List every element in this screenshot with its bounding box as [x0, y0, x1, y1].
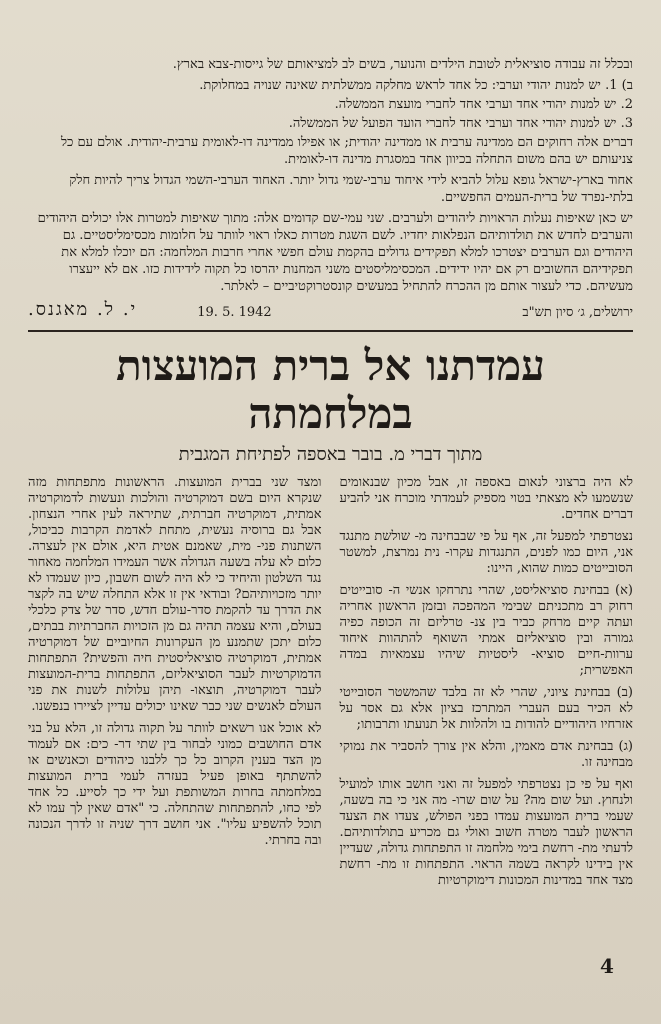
- right-paragraph: (א) בבחינת סוציאליסט, שהרי נתרחקו אנשי ה- סובייטים רחוק רב מתכניתם שבימי המהפכה ובזמן הראשון אחריה ועתה קיים מרחק כביר בין צנ- טרליזם זה הכופה כפיה גמורה ובין סוציאליזם אמתי השואף להתהוות איחוד ערוות-חיים סוציא- ליסטיות שיהיו עצמאיות במדה האפשרית;: [339, 583, 633, 678]
- left-column: [28, 475, 322, 895]
- subheadline: מתוך דברי מ. בובר באספה לפתיחת המגבית: [178, 444, 483, 465]
- magnes-letter: [28, 56, 633, 320]
- page-number: 4: [600, 954, 614, 978]
- intro-paragraph: ובכלל זה עבודה סוציאלית לטובת הילדים והנוער, בשים לב למציאותם של גייסות-צבא בארץ.: [172, 57, 633, 72]
- signature-name: י. ל. מאגנס.: [28, 299, 138, 320]
- paragraph-3: יש כאן שאיפות נעלות הראויות ליהודים ולערבים. שני עמי-שם קדומים אלה: מתוך שאיפות למטרות אלו יכולים היהודים והערבים לחדש את תולדותיהם הנפלאות יחדיו. לשם השגת מטרות כאלו ראוי לוותר על חלומות מכסימליסטיים. גם היהודים וגם הערבים יצטרכו למלא תפקידים גדולים בהקמת עולם חפשי אחרי חרבות המלחמה: הם יוכלו למלא את תפקידיהם החשובים רק אם יהיו ידידים. המכסימליסטים משני המחנות יהרסו כל תקוה לידידות כזו. אם לא ייעצרו מעשיהם. כדי לעצור אותם מן ההכרח להתחיל במעשים קונסטרוקטיביים – לאלתר.: [37, 211, 633, 294]
- page-title: עמדתנו אל ברית המועצות במלחמתה: [116, 341, 545, 438]
- right-column: [340, 475, 634, 895]
- signature-date: 19. 5. 1942: [197, 305, 272, 320]
- left-paragraph: ומצד שני בברית המועצות. הראשונות מתפתחות מזה שנקרא היום בשם דמוקרטיה והולכות ונעשות לדמוקרטיה אמתית, דמוקרטיה חברתית, שתיראה לעין אחרי הנצחון. אבל גם ברוסיה נעשית, מתחת לאדמת הקרבות כביכול, השתנות פני- מית, שאמנם אטית היא, אולם אין לעצרה. כלום לא עלה בשעה הגדולה אשר העמידו המלחמה מאחור נגד השלטון והיחיד כי לא היה לשום חשבון, כיון שעמדו לא יותר מזכויותיהם? ובודאי אין זו אלא התחלה שיש בה לקצר את הדרך עד להקמת סדר-עולם חדש, סדר של צדק כלכלי בעולם, והיא עצמה תהיה גם מן הזכויות החברתיות בבתים, כלום יתכן שתמנע מן העקרונות החיוביים של דמוקרטיה אמתית, דמוקרטיה סוציאליסטית חיה והפשית? התפתחות הדמוקרטיות לעבר הסוציאליזם, התפתחות ברית-המועצות לעבר דמוקרטיה, תוצאו- תיהן עלולות לשנות את פני העולם לאנשים שני כבר שאינו יכולים עדיין לציירו בנפשנו.: [28, 475, 322, 714]
- divider: [28, 330, 633, 332]
- right-paragraph: ואף על פי כן נצטרפתי למפעל זה ואני חושב אותו למועיל ולנחוץ. ועל שום מה? על שום שרו- מה אני כי בה בשעה, שעמי ברית המועצות עמדו בפני הפולש, צעדו את הצעד הראשון לעבר מטרה חשוב ואולי גם מכריע בתולדותיהם. לדעתי מת- רחשת בימי מלחמה זו התפתחות גדולה, שעדיין אין בידינו לקראה בשמה הראוי. התפתחות זו מת- רחשת מצד אחד במדינות המכונות דימוקרטיות: [339, 777, 633, 888]
- item-3: 3. יש למנות יהודי אחד וערבי אחד לחברי הועד הפועל של הממשלה.: [288, 116, 633, 131]
- right-paragraph: (ג) בבחינת אדם מאמין, והלא אין צורך להסביר את נמוקי מבחינה זו.: [339, 739, 633, 770]
- signature-left: [28, 299, 272, 320]
- right-paragraph: לא היה ברצוני לנאום באספה זו, אבל מכיון שבנאומים שנשמעו לא מצאתי בטוי מספיק לעמדתי מוכרח אני להביע דברים אחדים.: [339, 475, 633, 522]
- item-1: ב) 1. יש למנות יהודי וערבי: כל אחד לראש מחלקה ממשלתית שאינה שנויה במחלוקת.: [199, 78, 633, 93]
- signature-place: ירושלים, ג׳ סיון תש"ב: [522, 305, 633, 320]
- article-columns: [28, 475, 633, 895]
- signature-row: [28, 299, 633, 320]
- left-paragraph: לא אוכל אנו רשאים לוותר על תקוה גדולה זו, הלא על בני אדם החושבים כמוני לבחור בין שתי דר- כים: אם לעמוד מן הצד בענין הקרוב כל כך ללבנו כיהודים וכאנשים או להשתתף באופן פעיל בעזרה לעמי ברית המועצות במלחמתה בחרות המשותפת ועל ידי כך לסייע. כל אחד לפי כחו, להתפתחות שהתחלה. כי "אדם שאין לך עמו לא תוכל להשפיע עליו". אני חושב דרך שניה זו לדרך הנכונה ובה בחרתי.: [28, 721, 322, 848]
- item-2: 2. יש למנות יהודי אחד וערבי אחד לחברי מועצת הממשלה.: [334, 97, 633, 112]
- paragraph-1: דברים אלה רחוקים הם ממדינה ערבית או ממדינה יהודית; או אפילו ממדינה דו-לאומית ערבית-יהודית. אולם עם כל צניעותם יש בהם משום התחלה בכיוון אחד במסגרת מדינה דו-לאומית.: [60, 135, 633, 167]
- paragraph-2: אחוד בארץ-ישראל גופא עלול להביא לידי איחוד ערבי-שמי גדול יותר. האחוד הערבי-השמי הגדול צריך להיות חלק בלתי-נפרד של ברית-העמים החפשיים.: [69, 173, 633, 205]
- right-paragraph: (ב) בבחינת ציוני, שהרי לא זה בלבד שהמשטר הסובייטי לא הכיר בעם העברי המתרכז בציון אלא גם אסר על אזרחיו היהודיים להודות בו ולהלוות אל תנועתו ותרבותו;: [339, 685, 633, 732]
- right-paragraph: נצטרפתי למפעל זה, אף על פי שבבחינה מ- שולשת מתנגד אני, היום כמו לפנים, התנגדות עקרו- נית נמרצת, למשטר הסובייטים כמות שהוא, היינו:: [339, 529, 633, 576]
